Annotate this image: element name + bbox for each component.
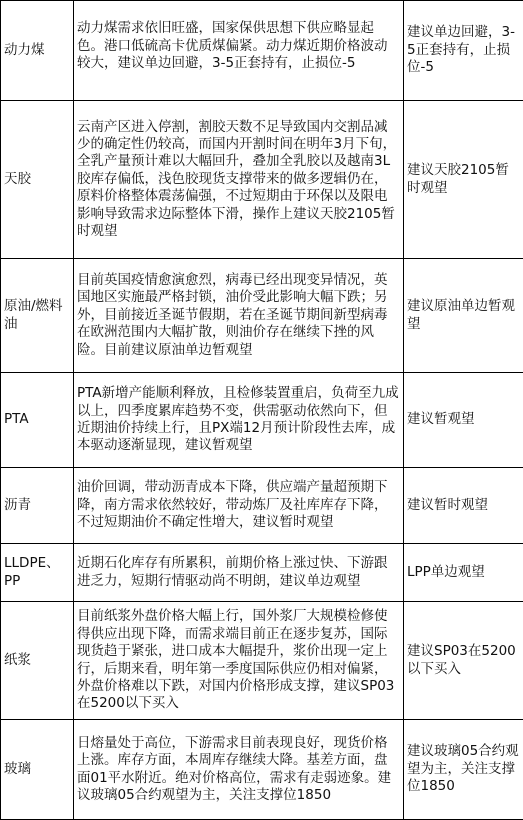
analysis-text: 云南产区进入停割，割胶天数不足导致国内交割品减少的确定性仍较高，而国内开割时间在明年3月下旬，全乳产量预计难以大幅回升，叠加全乳胶以及越南3L胶库存偏低，浅色胶现货支撑带来的做多逻辑仍在，原料价格整体震荡偏强，不过短期由于环保以及限电影响导致需求边际整体下滑，操作上建议天胶2105暂时观望 [77,119,400,241]
market-analysis [74,602,404,720]
commodity-name: 动力煤 [1,1,74,101]
analysis-text: 目前英国疫情愈演愈烈，病毒已经出现变异情况，英国地区实施最严格封锁，油价受此影响大幅下跌；另外，目前接近圣诞节假期，若在圣诞节期间新型病毒在欧洲范围内大幅扩散，则油价存在继续下挫的风险。目前建议原油单边暂观望 [77,272,400,359]
commodity-name: LLDPE、PP [1,544,74,602]
commodity-name: 玻璃 [1,720,74,820]
strategy-advice: 建议单边回避，3-5正套持有，止损位-5 [404,1,523,101]
commodity-name: 沥青 [1,468,74,544]
commodity-name: PTA [1,373,74,468]
table-row [1,544,523,602]
analysis-text: PTA新增产能顺利释放，且检修装置重启，负荷至九成以上，四季度累库趋势不变，供需驱动依然向下，但近期油价持续上行，且PX端12月预计阶段性去库，成本驱动逐渐显现，建议暂观望 [77,385,400,455]
table-row [1,602,523,720]
strategy-advice: 建议原油单边暂观望 [404,259,523,373]
table-row [1,101,523,259]
analysis-text: 目前纸浆外盘价格大幅上行，国外浆厂大规模检修使得供应出现下降，而需求端目前正在逐步复苏，国际现货趋于紧张，进口成本大幅提升，浆价出现一定上行，后期来看，明年第一季度国际供应仍相对偏紧，外盘价格难以下跌，对国内价格形成支撑，建议SP03在5200以下买入 [77,608,400,712]
market-analysis [74,373,404,468]
strategy-advice: 建议SP03在5200以下买入 [404,602,523,720]
analysis-text: 日熔量处于高位，下游需求目前表现良好，现货价格上涨。库存方面，本周库存继续大降。基差方面，盘面01平水附近。绝对价格高位，需求有走弱迹象。建议玻璃05合约观望为主，关注支撑位1850 [77,735,400,805]
table-row [1,259,523,373]
table-row [1,1,523,101]
market-analysis [74,101,404,259]
market-analysis [74,1,404,101]
strategy-advice: 建议天胶2105暂时观望 [404,101,523,259]
analysis-text: 油价回调，带动沥青成本下降，供应端产量超预期下降，南方需求依然较好，带动炼厂及社库库存下降，不过短期油价不确定性增大，建议暂时观望 [77,479,400,531]
market-analysis [74,259,404,373]
analysis-text: 动力煤需求依旧旺盛，国家保供思想下供应略显起色。港口低硫高卡优质煤偏紧。动力煤近期价格波动较大，建议单边回避，3-5正套持有，止损位-5 [77,20,400,72]
strategy-advice: 建议暂时观望 [404,468,523,544]
commodity-name: 天胶 [1,101,74,259]
commodity-name: 纸浆 [1,602,74,720]
strategy-advice: LPP单边观望 [404,544,523,602]
market-analysis [74,468,404,544]
market-analysis [74,544,404,602]
table-row [1,720,523,820]
analysis-text: 近期石化库存有所累积，前期价格上涨过快、下游跟进乏力，短期行情驱动尚不明朗，建议单边观望 [77,555,400,590]
strategy-advice: 建议暂观望 [404,373,523,468]
strategy-advice: 建议玻璃05合约观望为主，关注支撑位1850 [404,720,523,820]
table-row [1,468,523,544]
commodity-name: 原油/燃料油 [1,259,74,373]
table-row [1,373,523,468]
market-analysis [74,720,404,820]
